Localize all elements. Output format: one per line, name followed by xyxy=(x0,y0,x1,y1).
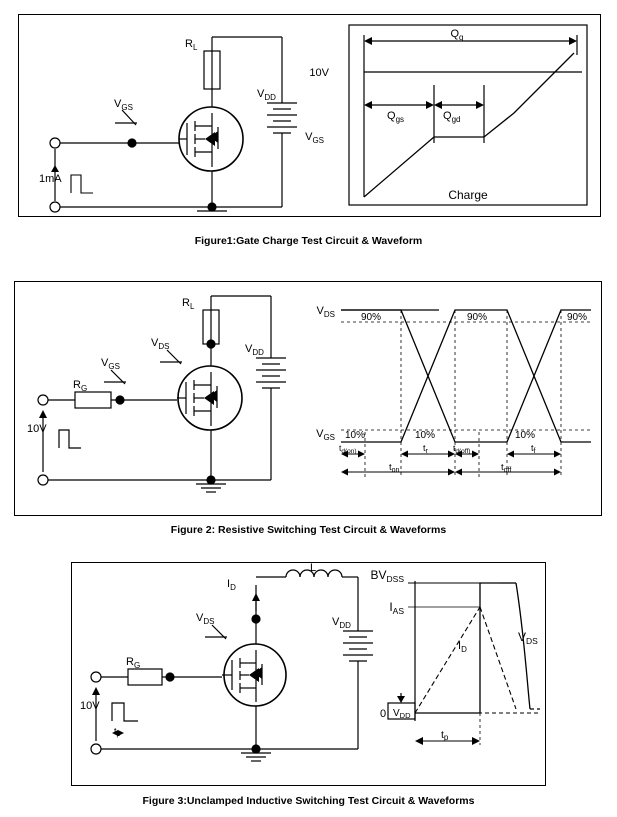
label-vds2: $V_{DS}$ xyxy=(151,337,170,351)
label-bvdss: $BV_{DSS}$ xyxy=(370,568,404,584)
label-tp-circuit: $t_p$ xyxy=(114,726,121,738)
label-tp-wave: tp xyxy=(441,729,449,742)
label-vgs: $V_{GS}$ xyxy=(114,98,133,112)
label-tf: $t_f$ xyxy=(531,443,536,455)
label-tr: $t_r$ xyxy=(423,443,428,455)
label-vds3: $V_{DS}$ xyxy=(196,612,215,626)
label-90-3: 90% xyxy=(567,312,588,323)
figure1-svg xyxy=(19,15,598,214)
label-vgs2: $V_{GS}$ xyxy=(101,357,120,371)
label-rg3: $R_G$ xyxy=(126,656,141,670)
figure3-caption: Figure 3:Unclamped Inductive Switching Test Circuit & Waveforms xyxy=(142,795,475,807)
label-ias: $I_{AS}$ xyxy=(389,600,404,616)
label-tdoff: $t_{d(off)}$ xyxy=(453,443,471,455)
label-vdd2: $V_{DD}$ xyxy=(245,343,264,357)
label-qgs: $Q_{gs}$ xyxy=(387,110,405,124)
label-zero: 0 xyxy=(380,708,387,720)
label-1ma: 1mA xyxy=(39,173,62,185)
label-charge-axis: Charge xyxy=(448,188,488,202)
label-vdd: $V_{DD}$ xyxy=(257,88,276,102)
figure1-caption: Figure1:Gate Charge Test Circuit & Waveform xyxy=(194,235,423,247)
label-10-3: 10% xyxy=(515,430,536,441)
label-id-circuit: $I_D$ xyxy=(227,578,236,592)
label-10v: 10V xyxy=(309,67,329,79)
label-tdon: $t_{d(on)}$ xyxy=(339,443,357,455)
label-10v-src3: 10V xyxy=(80,700,100,712)
label-id-wave: $I_D$ xyxy=(458,640,467,654)
figure2-caption: Figure 2: Resistive Switching Test Circuit & Waveforms xyxy=(170,524,447,536)
label-qgd: $Q_{gd}$ xyxy=(443,110,461,124)
label-ton: $t_{on}$ xyxy=(389,462,400,474)
label-qg: $Q_g$ xyxy=(450,28,464,42)
label-vdd-wave: $V_{DD}$ xyxy=(393,708,411,720)
figure1-panel xyxy=(18,14,601,217)
label-10-1: 10% xyxy=(345,430,366,441)
label-wave-vgs: $V_{GS}$ xyxy=(305,131,324,145)
figure2-svg xyxy=(15,282,599,513)
label-vds-wave3: $V_{DS}$ xyxy=(518,630,538,646)
label-rl2: $R_L$ xyxy=(182,297,195,311)
label-10-2: 10% xyxy=(415,430,436,441)
label-inductor: L xyxy=(310,563,317,574)
label-90-2: 90% xyxy=(467,312,488,323)
label-rl: $R_L$ xyxy=(185,38,198,52)
label-toff: $t_{off}$ xyxy=(501,462,512,474)
figure2-panel xyxy=(14,281,602,516)
figure3-svg xyxy=(72,563,543,783)
label-90-1: 90% xyxy=(361,312,382,323)
label-vdd3: $V_{DD}$ xyxy=(332,616,351,630)
label-vds-wave: $V_{DS}$ xyxy=(316,305,335,319)
label-10v-src: 10V xyxy=(27,423,47,435)
figure3-panel xyxy=(71,562,546,786)
label-vgs-wave: $V_{GS}$ xyxy=(316,428,335,442)
label-rg: $R_G$ xyxy=(73,379,88,393)
